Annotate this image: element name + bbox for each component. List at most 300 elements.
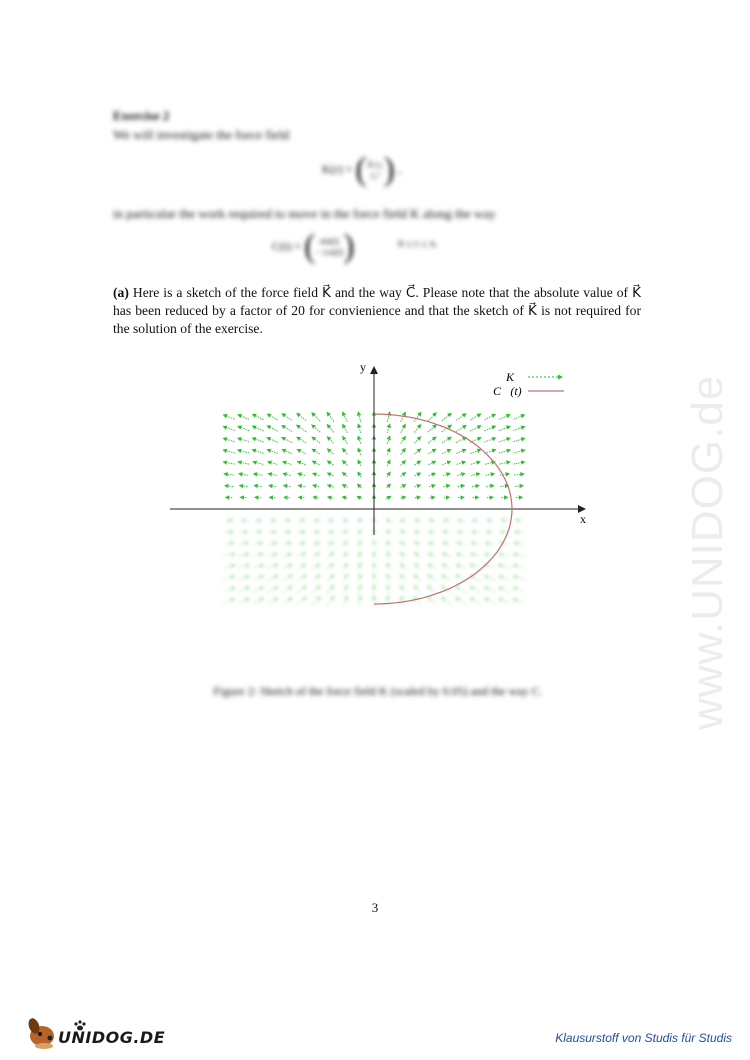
field-vector <box>428 575 436 581</box>
field-vector <box>312 564 320 569</box>
field-vector <box>486 474 495 476</box>
field-vector <box>456 565 466 569</box>
field-vector <box>238 415 249 420</box>
field-vector <box>313 520 319 521</box>
field-vector <box>443 531 450 532</box>
field-vector <box>444 520 450 521</box>
field-vector <box>486 532 494 533</box>
field-vector <box>343 585 348 593</box>
field-vector <box>327 412 334 421</box>
field-vector <box>298 473 305 475</box>
field-vector <box>254 532 262 533</box>
field-vector <box>414 575 420 581</box>
field-vector <box>484 576 495 580</box>
field-vector <box>470 565 480 569</box>
formula-k-lhs: K(r) = <box>322 161 353 176</box>
field-vector <box>415 485 421 487</box>
field-vector <box>471 462 480 465</box>
field-vector <box>485 598 496 603</box>
field-vector <box>299 520 305 521</box>
field-vector <box>513 588 524 592</box>
field-vector <box>238 426 249 430</box>
formula-range: 0 ≤ t ≤ π. <box>398 238 438 250</box>
legend-k-label: K⃗ <box>506 370 524 384</box>
field-vector <box>238 587 249 591</box>
field-vector <box>499 554 510 556</box>
field-vector <box>267 438 278 443</box>
field-vector <box>238 462 249 464</box>
field-vector <box>470 414 480 420</box>
field-vector <box>238 450 250 453</box>
field-vector <box>252 565 263 569</box>
field-vector <box>499 576 510 580</box>
field-vector <box>223 415 234 419</box>
field-vector <box>283 474 291 476</box>
field-vector <box>268 543 276 545</box>
field-vector <box>298 553 306 556</box>
field-vector <box>484 565 495 569</box>
field-vector <box>238 565 250 568</box>
field-vector <box>456 575 466 580</box>
field-vector <box>238 576 249 580</box>
field-vector <box>486 486 494 487</box>
field-vector <box>484 450 495 454</box>
field-vector <box>456 414 466 421</box>
field-vector <box>401 461 406 466</box>
field-vector <box>513 415 524 419</box>
field-vector <box>253 414 264 419</box>
field-vector <box>414 412 421 421</box>
field-vector <box>252 450 263 454</box>
field-vector <box>223 438 234 441</box>
footer-slogan: Klausurstoff von Studis für Studis <box>555 1031 732 1045</box>
field-vector <box>414 425 421 433</box>
field-vector <box>312 413 320 421</box>
field-vector <box>312 575 320 581</box>
field-vector <box>358 424 361 433</box>
field-vector <box>298 485 305 486</box>
exercise-statement <box>113 108 633 144</box>
field-vector <box>327 461 333 465</box>
field-vector <box>414 461 420 465</box>
field-vector <box>343 437 348 444</box>
field-vector <box>254 486 262 487</box>
field-vector <box>342 485 347 488</box>
field-vector <box>429 531 435 533</box>
field-vector <box>443 553 451 556</box>
field-vector <box>387 596 390 606</box>
field-vector <box>223 450 235 453</box>
y-axis-label: y <box>360 360 366 374</box>
formula-k-bottom: r₂² <box>370 170 380 180</box>
x-axis-label: x <box>580 512 586 526</box>
field-vector <box>343 449 348 455</box>
field-vector <box>499 450 511 453</box>
field-vector <box>456 437 466 442</box>
field-vector <box>282 414 292 421</box>
field-vector <box>400 531 405 534</box>
field-vector <box>401 437 406 444</box>
field-vector <box>499 438 510 442</box>
field-vector <box>313 497 319 498</box>
field-vector <box>428 597 436 605</box>
page-number: 3 <box>371 900 379 915</box>
field-vector <box>299 497 305 498</box>
field-vector <box>267 587 278 592</box>
field-vector <box>442 449 451 453</box>
field-vector <box>297 586 307 593</box>
field-vector <box>343 553 348 558</box>
field-vector <box>513 450 525 453</box>
field-vector <box>282 565 292 569</box>
exercise-way-line: in particular the work required to move in the force field K along the way <box>113 206 496 221</box>
field-vector <box>358 574 361 582</box>
field-vector <box>358 412 361 422</box>
field-vector <box>401 473 406 477</box>
field-vector <box>327 564 333 569</box>
field-vector <box>267 426 278 431</box>
field-vector <box>357 519 362 521</box>
field-vector <box>442 597 451 604</box>
field-vector <box>253 598 264 603</box>
field-vector <box>386 496 391 498</box>
field-vector <box>267 565 277 569</box>
field-vector <box>223 599 234 603</box>
field-vector <box>327 449 333 454</box>
field-vector <box>223 576 234 579</box>
field-vector <box>282 426 292 432</box>
field-vector <box>485 426 496 431</box>
field-vector <box>342 497 347 498</box>
field-vector <box>357 496 362 498</box>
field-vector <box>223 427 234 431</box>
logo-text: UNIDOG.DE <box>58 1028 166 1047</box>
field-vector <box>312 437 320 443</box>
formula-way: C(t) = ( sin(t) − cos(t)) <box>272 228 355 265</box>
field-vector <box>471 474 479 476</box>
field-vector <box>499 415 510 420</box>
field-vector <box>442 575 451 581</box>
part-a-label: (a) <box>113 285 129 300</box>
field-vector <box>358 530 362 534</box>
field-vector <box>298 461 306 464</box>
field-vector <box>429 553 436 557</box>
formula-force-field: K(r) = (2r₁r₂ r₂² ) , <box>322 151 401 188</box>
field-vector <box>358 541 361 546</box>
field-vector <box>282 450 292 454</box>
field-vector <box>223 588 234 592</box>
field-vector <box>240 532 248 533</box>
field-vector <box>282 437 292 442</box>
field-vector <box>312 449 320 454</box>
legend-c-label: C⃗(t) <box>493 384 522 398</box>
field-vector <box>267 450 277 454</box>
field-vector <box>500 474 509 476</box>
field-vector <box>429 520 435 521</box>
field-vector <box>313 542 320 544</box>
field-vector <box>471 554 480 557</box>
formula-c-top: sin(t) <box>319 236 339 246</box>
field-vector <box>499 599 510 604</box>
field-vector <box>313 531 319 533</box>
field-vector <box>387 574 390 582</box>
field-vector <box>401 553 406 558</box>
field-vector <box>428 564 436 569</box>
field-vector <box>238 438 249 442</box>
field-vector <box>387 530 391 534</box>
field-vector <box>253 426 264 431</box>
field-vector <box>239 474 248 476</box>
field-vector <box>457 474 465 476</box>
field-vector <box>297 449 306 453</box>
field-vector <box>513 427 524 431</box>
field-vector <box>513 565 525 568</box>
field-vector <box>486 543 495 545</box>
field-vector <box>343 461 348 466</box>
part-a-text: Here is a sketch of the force field K⃗ and the way C⃗. Please note that the absolute value of K⃗ has been reduced by a factor of 20 for convienience and that the sketch of K⃗ is not required for the solution of the exercise. <box>113 285 641 336</box>
field-vector <box>224 474 234 475</box>
field-vector <box>428 425 436 432</box>
field-vector <box>343 412 348 422</box>
field-vector <box>313 461 320 465</box>
field-vector <box>343 564 348 570</box>
field-vector <box>386 519 391 521</box>
field-vector <box>253 462 263 465</box>
field-vector <box>401 585 406 593</box>
field-vector <box>458 485 465 486</box>
field-vector <box>429 461 436 465</box>
field-vector <box>387 585 390 594</box>
field-vector <box>514 543 524 544</box>
field-vector <box>442 564 451 568</box>
field-vector <box>282 575 292 580</box>
field-vector <box>415 497 420 498</box>
field-vector <box>485 587 496 592</box>
field-vector <box>443 473 450 475</box>
field-vector <box>456 450 466 454</box>
field-vector <box>343 424 348 432</box>
field-vector <box>442 437 451 443</box>
field-vector <box>443 461 451 464</box>
field-vector <box>484 438 495 442</box>
field-vector <box>387 484 391 488</box>
field-vector <box>283 462 292 465</box>
field-vector <box>267 576 278 581</box>
field-vector <box>327 437 333 443</box>
field-vector <box>327 575 333 581</box>
field-vector <box>297 437 306 443</box>
exercise-intro: We will investigate the force field <box>113 127 290 142</box>
field-vector <box>252 576 263 580</box>
formula-c-lhs: C(t) = <box>272 238 302 253</box>
field-vector <box>387 448 390 455</box>
field-vector <box>282 587 292 593</box>
field-vector <box>297 564 306 568</box>
field-vector <box>312 586 320 593</box>
field-vector <box>400 497 405 498</box>
field-vector <box>401 542 406 546</box>
field-vector <box>472 486 479 487</box>
field-vector <box>414 449 420 454</box>
field-vector <box>456 426 466 432</box>
field-vector <box>387 460 390 466</box>
field-vector <box>401 575 406 582</box>
field-vector <box>252 438 263 442</box>
field-vector <box>428 586 436 593</box>
field-vector <box>327 553 333 557</box>
field-vector <box>401 449 406 455</box>
field-vector <box>515 532 523 533</box>
field-vector <box>387 472 390 477</box>
field-vector <box>513 438 524 441</box>
field-vector <box>328 542 334 545</box>
field-vector <box>400 485 405 488</box>
field-vector <box>269 486 276 487</box>
field-vector <box>297 575 306 581</box>
field-vector <box>328 520 333 521</box>
field-vector <box>387 563 390 570</box>
field-vector <box>313 553 320 557</box>
field-vector <box>342 520 347 521</box>
field-vector <box>358 563 361 570</box>
field-vector <box>238 599 249 604</box>
field-vector <box>298 531 305 532</box>
field-vector <box>343 473 348 477</box>
field-vector <box>358 552 361 558</box>
watermark: www.UNIDOG.de <box>683 374 732 730</box>
figure-caption: Figure 2: Sketch of the force field K (scaled by 0.05) and the way C. <box>213 684 543 698</box>
field-vector <box>429 542 436 544</box>
field-vector <box>312 597 320 605</box>
field-vector <box>343 596 348 606</box>
field-vector <box>223 565 235 568</box>
field-vector <box>358 460 361 466</box>
field-vector <box>358 484 362 488</box>
field-vector <box>327 596 334 605</box>
field-vector <box>513 576 524 579</box>
field-vector <box>499 426 510 430</box>
field-vector <box>387 552 390 558</box>
field-vector <box>428 449 436 454</box>
field-vector <box>223 462 234 464</box>
field-vector <box>343 542 348 546</box>
field-vector <box>415 542 421 545</box>
field-vector <box>443 485 450 486</box>
field-vector <box>428 437 436 443</box>
field-vector <box>313 473 320 475</box>
field-vector <box>471 543 479 545</box>
field-vector <box>387 436 390 444</box>
field-vector <box>499 462 510 464</box>
formula-k-top: 2r₁r₂ <box>366 159 384 169</box>
field-vector <box>283 543 291 545</box>
field-vector <box>268 474 276 476</box>
field-vector <box>513 554 524 556</box>
field-vector <box>485 414 496 419</box>
field-vector <box>240 486 248 487</box>
field-vector <box>328 485 334 487</box>
field-vector <box>470 450 480 454</box>
field-vector <box>500 543 509 545</box>
field-vector <box>429 473 436 475</box>
field-vector <box>428 413 436 421</box>
field-vector <box>328 473 334 476</box>
field-vector <box>358 436 361 444</box>
field-vector <box>387 412 390 422</box>
field-vector <box>414 564 420 569</box>
field-vector <box>224 543 234 544</box>
field-vector <box>429 485 435 487</box>
field-vector <box>343 575 348 582</box>
field-vector <box>415 520 420 521</box>
field-vector <box>358 585 361 594</box>
field-vector <box>313 485 319 487</box>
formula-k-tail: , <box>397 161 401 176</box>
field-vector <box>514 474 524 475</box>
field-vector <box>472 532 479 533</box>
field-vector <box>470 598 480 604</box>
field-vector <box>415 473 421 476</box>
exercise-title: Exercise 2 <box>113 108 170 123</box>
field-vector <box>515 486 523 487</box>
field-vector <box>358 472 361 477</box>
field-vector <box>254 474 263 476</box>
field-vector <box>253 587 264 592</box>
part-a-paragraph <box>113 284 641 338</box>
field-vector <box>499 587 510 591</box>
field-vector <box>414 596 421 605</box>
field-vector <box>513 462 524 464</box>
field-vector <box>457 554 466 557</box>
field-vector <box>268 462 277 465</box>
field-vector <box>239 543 248 545</box>
field-vector <box>444 497 450 498</box>
field-vector <box>470 426 481 431</box>
field-vector <box>297 425 307 432</box>
field-vector <box>442 413 451 420</box>
field-vector <box>253 554 263 557</box>
field-vector <box>223 554 234 556</box>
field-vector <box>358 448 361 455</box>
field-vector <box>456 598 466 605</box>
field-vector <box>327 425 334 433</box>
field-vector <box>225 486 233 487</box>
field-vector <box>401 424 406 432</box>
field-vector <box>342 531 347 534</box>
field-vector <box>415 531 421 533</box>
field-vector <box>283 554 292 557</box>
field-vector <box>499 565 511 568</box>
field-vector <box>470 587 481 592</box>
formula-c-bottom: − cos(t) <box>315 247 344 257</box>
field-vector <box>387 424 390 433</box>
force-field-plot <box>160 355 600 660</box>
field-vector <box>298 542 305 544</box>
field-vector <box>401 564 406 570</box>
field-vector <box>327 586 334 594</box>
field-vector <box>238 554 249 556</box>
field-vector <box>443 542 450 544</box>
field-vector <box>458 531 465 532</box>
field-vector <box>225 532 233 533</box>
field-vector <box>457 462 466 465</box>
field-vector <box>282 598 292 605</box>
field-vector <box>269 532 276 533</box>
field-vector <box>328 497 333 498</box>
field-vector <box>297 413 306 420</box>
field-vector <box>414 437 420 443</box>
field-vector <box>284 485 291 486</box>
